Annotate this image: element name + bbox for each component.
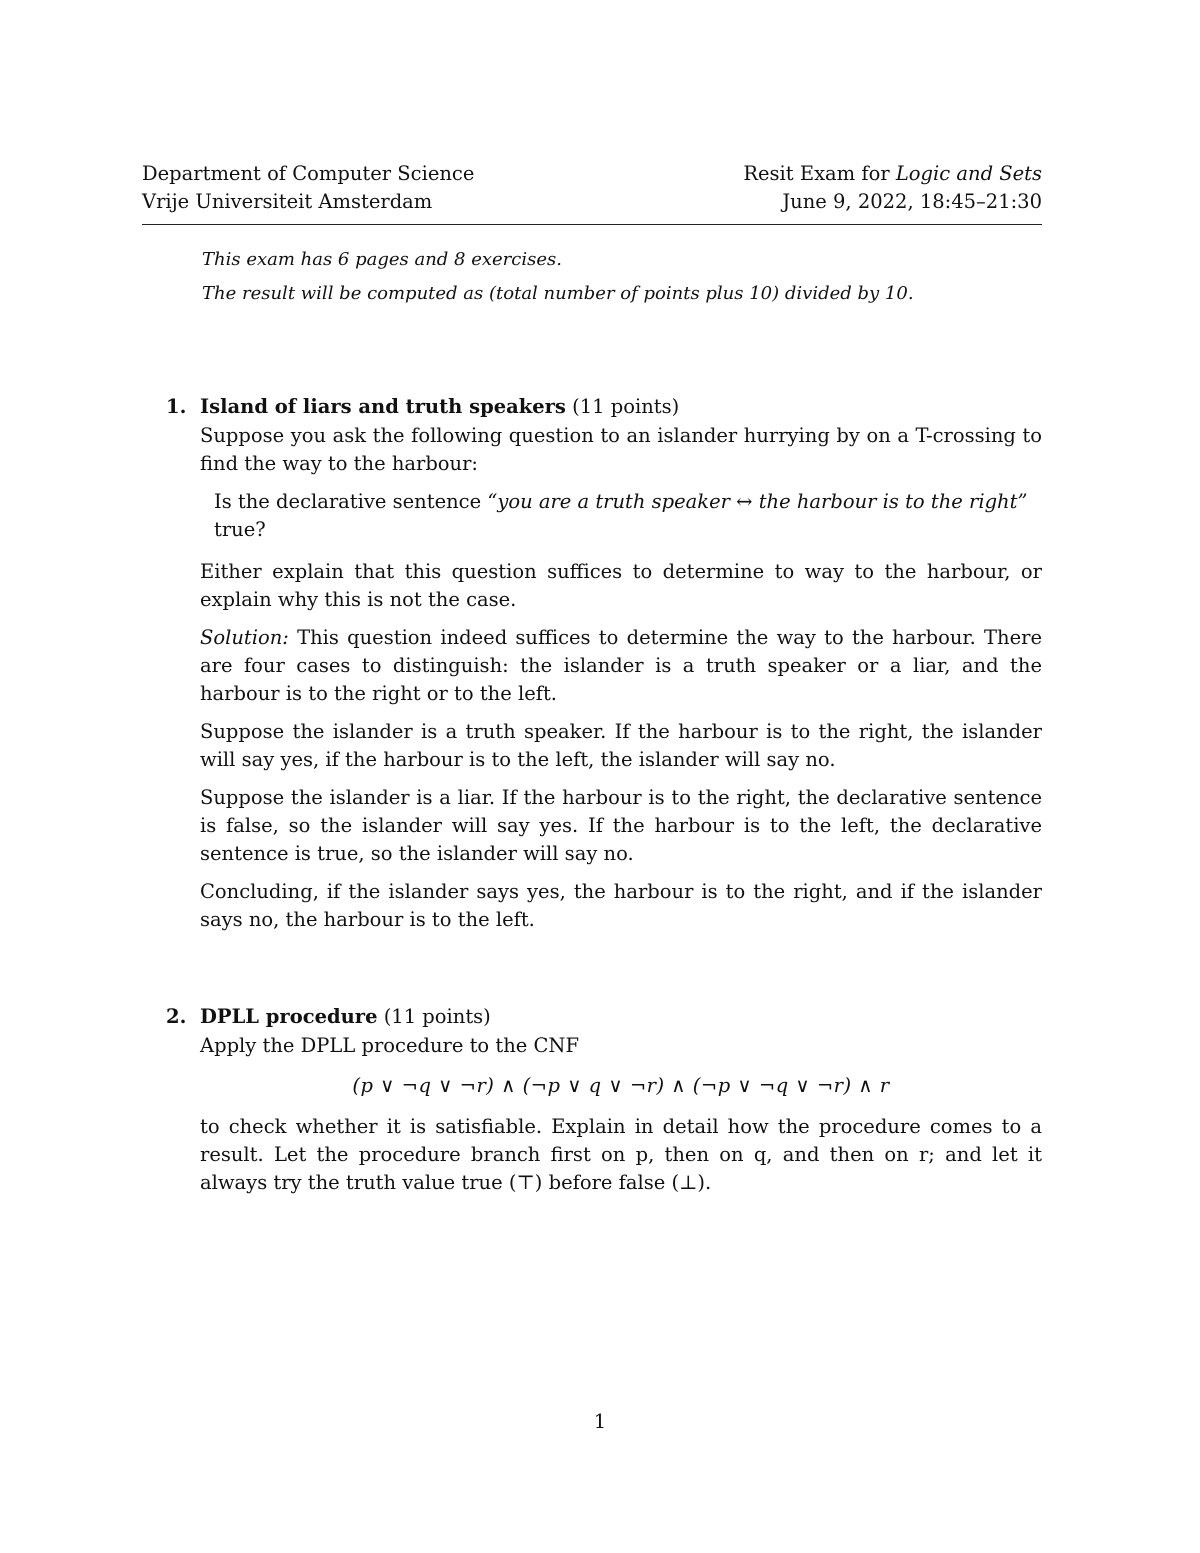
exercise-2-title: DPLL procedure <box>200 1005 378 1028</box>
exam-intro <box>202 248 1042 316</box>
intro-line-1: This exam has 6 pages and 8 exercises. <box>202 249 562 270</box>
solution-paragraph-4: Concluding, if the islander says yes, the harbour is to the right, and if the islander says no, the harbour is to the left. <box>200 880 1042 931</box>
university-name: Vrije Universiteit Amsterdam <box>142 190 433 213</box>
page-number: 1 <box>593 1410 607 1433</box>
exam-title <box>743 160 1042 188</box>
exercise-1-title: Island of liars and truth speakers <box>200 395 566 418</box>
exercise-2-number: 2. <box>166 1005 187 1028</box>
page-header <box>142 160 1042 216</box>
header-row-1 <box>142 160 1042 188</box>
quote-sentence: “you are a truth speaker ↔ the harbour is to the right” <box>487 490 1028 513</box>
solution-paragraph-2: Suppose the islander is a truth speaker. If the harbour is to the right, the islander will say yes, if the harbour is to the left, the islander will say no. <box>200 720 1042 771</box>
header-rule <box>142 224 1042 225</box>
solution-paragraph-1 <box>200 624 1042 708</box>
header-row-2 <box>142 188 1042 216</box>
exercise-1-number: 1. <box>166 395 187 418</box>
exercise-2-intro: Apply the DPLL procedure to the CNF <box>200 1034 580 1057</box>
exam-prefix: Resit Exam for <box>743 162 890 185</box>
cnf-formula: (p ∨ ¬q ∨ ¬r) ∧ (¬p ∨ q ∨ ¬r) ∧ (¬p ∨ ¬q ∨ ¬r) ∧ r <box>352 1074 890 1097</box>
solution-label: Solution: <box>200 626 289 649</box>
exercise-1-task: Either explain that this question suffices to determine to way to the harbour, or explain why this is not the case. <box>200 560 1042 611</box>
department-name: Department of Computer Science <box>142 162 475 185</box>
quote-prefix: Is the declarative sentence <box>214 490 482 513</box>
quote-suffix: true? <box>214 518 266 541</box>
exercise-2-task: to check whether it is satisfiable. Explain in detail how the procedure comes to a result. Let the procedure branch first on p, then on q, and then on r; and let it always try the truth value true (⊤) before false (⊥). <box>200 1115 1042 1194</box>
course-name: Logic and Sets <box>895 162 1042 185</box>
exercise-2-points: (11 points) <box>383 1005 491 1028</box>
exercise-1-question: Suppose you ask the following question to an islander hurrying by on a T-crossing to find the way to the harbour: <box>200 424 1042 475</box>
exercise-2-heading <box>166 1002 1042 1032</box>
intro-line-2: The result will be computed as (total number of points plus 10) divided by 10. <box>202 283 914 304</box>
solution-text-1: This question indeed suffices to determine the way to the harbour. There are four cases to distinguish: the islander is a truth speaker or a liar, and the harbour is to the right or to the left. <box>200 626 1043 705</box>
exercise-2 <box>166 1002 1042 1207</box>
exercise-1-points: (11 points) <box>572 395 680 418</box>
exercise-1-heading <box>166 392 1042 422</box>
solution-paragraph-3: Suppose the islander is a liar. If the harbour is to the right, the declarative sentence is false, so the islander will say yes. If the harbour is to the left, the declarative sentence is true, so the islander will say no. <box>200 786 1042 865</box>
exam-datetime: June 9, 2022, 18:45–21:30 <box>782 190 1042 213</box>
exercise-1 <box>166 392 1042 944</box>
exercise-1-quote <box>214 488 1042 544</box>
